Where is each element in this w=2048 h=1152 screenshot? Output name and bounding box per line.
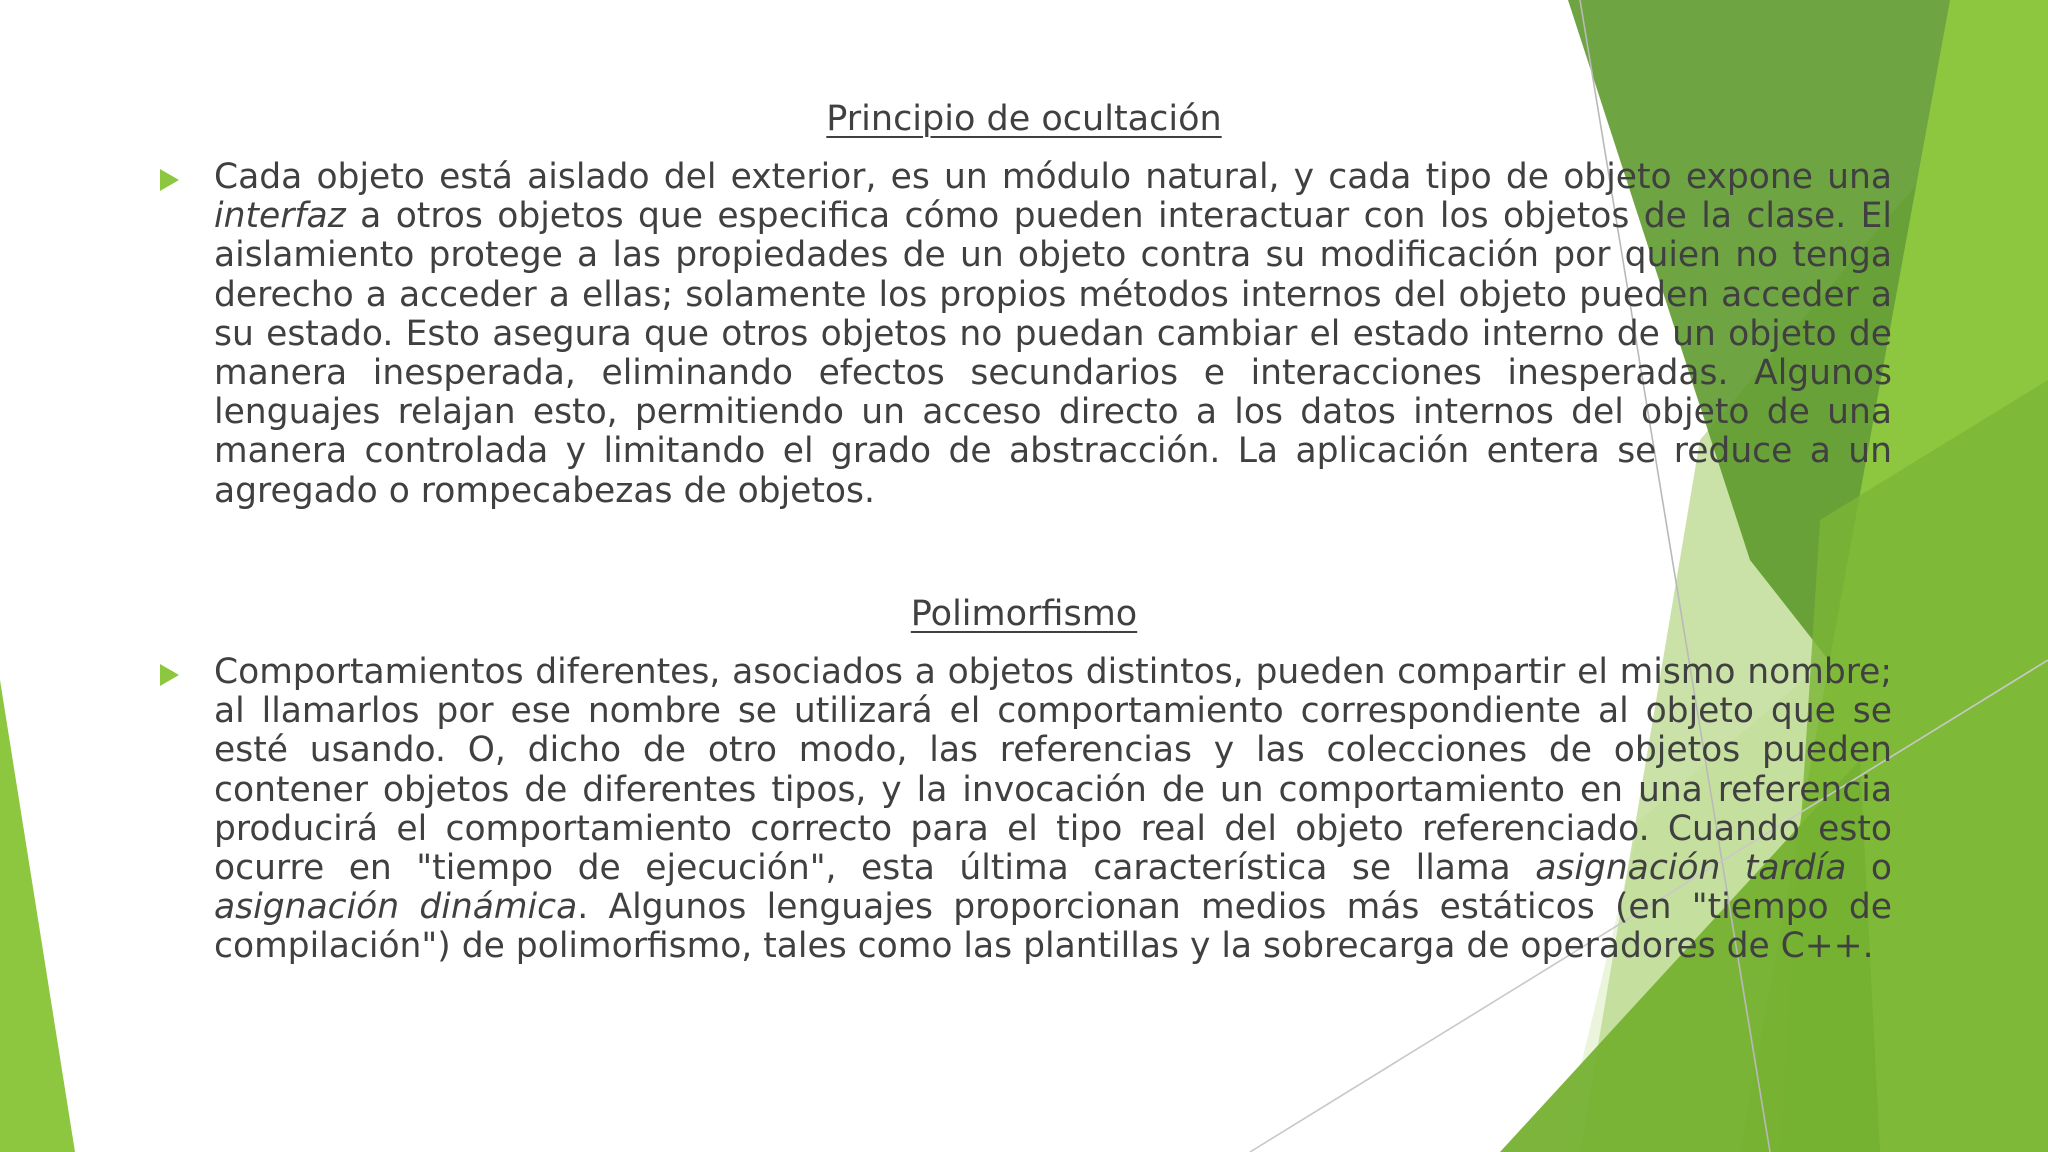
paragraph-polimorfismo <box>214 653 1892 967</box>
paragraph-text: Cada objeto está aislado del exterior, es un módulo natural, y cada tipo de objeto expone una <box>214 157 1892 197</box>
paragraph-text: . Algunos lenguajes proporcionan medios más estáticos (en "tiempo de compilación") de polimorfismo, tales como las plantillas y la sobrecarga de operadores de C++. <box>214 887 1893 967</box>
term-asignacion-dinamica: asignación dinámica <box>214 887 578 928</box>
paragraph-text: Comportamientos diferentes, asociados a objetos distintos, pueden compartir el mismo nombre; al llamarlos por ese nombre se utilizará el comportamiento correspondiente al objeto que se esté usando. O, dicho de otro modo, las referencias y las colecciones de objetos pueden contener objetos de diferentes tipos, y la invocación de un comportamiento en una referencia producirá el comportamiento correcto para el tipo real del objeto referenciado. Cuando esto ocurre en "tiempo de ejecución", esta última característica se llama <box>214 652 1892 889</box>
section-heading-polimorfismo: Polimorfismo <box>910 594 1138 634</box>
paragraph-text: a otros objetos que especifica cómo pueden interactuar con los objetos de la clase. El aislamiento protege a las propiedades de un objeto contra su modificación por quien no tenga derecho a acceder a ellas; solamente los propios métodos internos del objeto pueden acceder a su estado. Esto asegura que otros objetos no puedan cambiar el estado interno de un objeto de manera inesperada, eliminando efectos secundarios e interacciones inesperadas. Algunos lenguajes relajan esto, permitiendo un acceso directo a los datos internos del objeto de una manera controlada y limitando el grado de abstracción. La aplicación entera se reduce a un agregado o rompecabezas de objetos. <box>214 196 1892 511</box>
paragraph-text: o <box>1846 848 1892 889</box>
paragraph-ocultacion <box>214 158 1892 511</box>
term-asignacion-tardia: asignación tardía <box>1535 848 1847 889</box>
term-interfaz: interfaz <box>214 196 346 237</box>
section-heading-ocultacion: Principio de ocultación <box>826 99 1222 139</box>
right-triangle-icon <box>160 169 179 191</box>
right-triangle-icon <box>160 664 179 686</box>
